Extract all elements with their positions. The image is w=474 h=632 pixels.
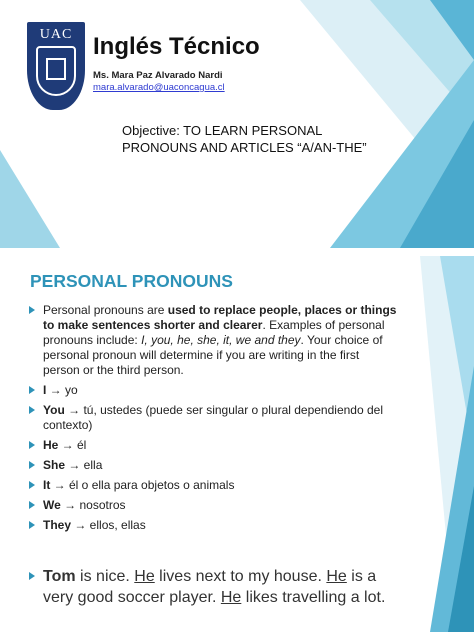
bullet-arrow-icon [29,406,35,414]
bullet-arrow-icon [29,461,35,469]
pronoun-es: → él [58,438,87,452]
list-item [29,403,399,433]
pronoun-es: → nosotros [60,498,126,512]
intro-text: Personal pronouns are [43,303,168,317]
pronoun-es: → tú, ustedes (puede ser singular o plural dependiendo del contexto) [43,403,383,432]
bullet-arrow-icon [29,481,35,489]
author-email-link[interactable]: mara.alvarado@uaconcagua.cl [93,82,225,93]
pronoun-es: → ellos, ellas [71,518,146,532]
example-text: is a very good soccer player. [43,568,377,606]
intro-text: . Your choice of personal pronoun will determine if you are writing in the first person or the third person. [43,333,383,377]
pronoun-es: → ella [65,458,103,472]
list-item [29,458,399,473]
intro-text: . Examples of personal pronouns include: [43,318,385,347]
university-logo [27,22,85,110]
bullet-arrow-icon [29,386,35,394]
example-text: is nice. [75,568,135,585]
pronoun-en: I [43,383,47,397]
example-subject: Tom [43,568,76,585]
pronoun-list [29,303,399,538]
example-pronoun: He [220,589,242,606]
example-text: lives next to my house. [154,568,327,585]
list-item [29,438,399,453]
bullet-arrow-icon [29,441,35,449]
logo-text: UAC [39,27,73,42]
bullet-arrow-icon [29,521,35,529]
author-name: Ms. Mara Paz Alvarado Nardi [93,70,223,81]
pronoun-en: You [43,403,65,417]
list-item [29,478,399,493]
pronoun-en: He [43,438,59,452]
pronoun-en: They [43,518,72,532]
shield-icon [36,46,76,96]
bullet-arrow-icon [29,572,35,580]
pronoun-es: → yo [46,383,78,397]
bullet-arrow-icon [29,306,35,314]
slide-title: Inglés Técnico [93,33,260,60]
pronoun-en: She [43,458,66,472]
intro-bold-text: used to replace people, places or things to make sentences shorter and clearer [43,303,397,332]
bullet-arrow-icon [29,501,35,509]
pronouns-slide [0,256,474,632]
pronoun-en: It [43,478,51,492]
objective-text: Objective: TO LEARN PERSONAL PRONOUNS AND ARTICLES “A/AN-THE” [122,123,367,155]
pronoun-en: We [43,498,61,512]
intro-italic-text: I, you, he, she, it, we and they [141,333,301,347]
example-text: likes travelling a lot. [241,589,386,606]
list-item [29,498,399,513]
example-sentence [29,566,403,608]
list-item [29,303,399,378]
section-title: PERSONAL PRONOUNS [30,271,233,291]
pronoun-es: → él o ella para objetos o animals [50,478,235,492]
example-pronoun: He [134,568,155,585]
list-item [29,383,399,398]
title-slide [0,0,474,248]
example-pronoun: He [326,568,347,585]
list-item [29,518,399,533]
